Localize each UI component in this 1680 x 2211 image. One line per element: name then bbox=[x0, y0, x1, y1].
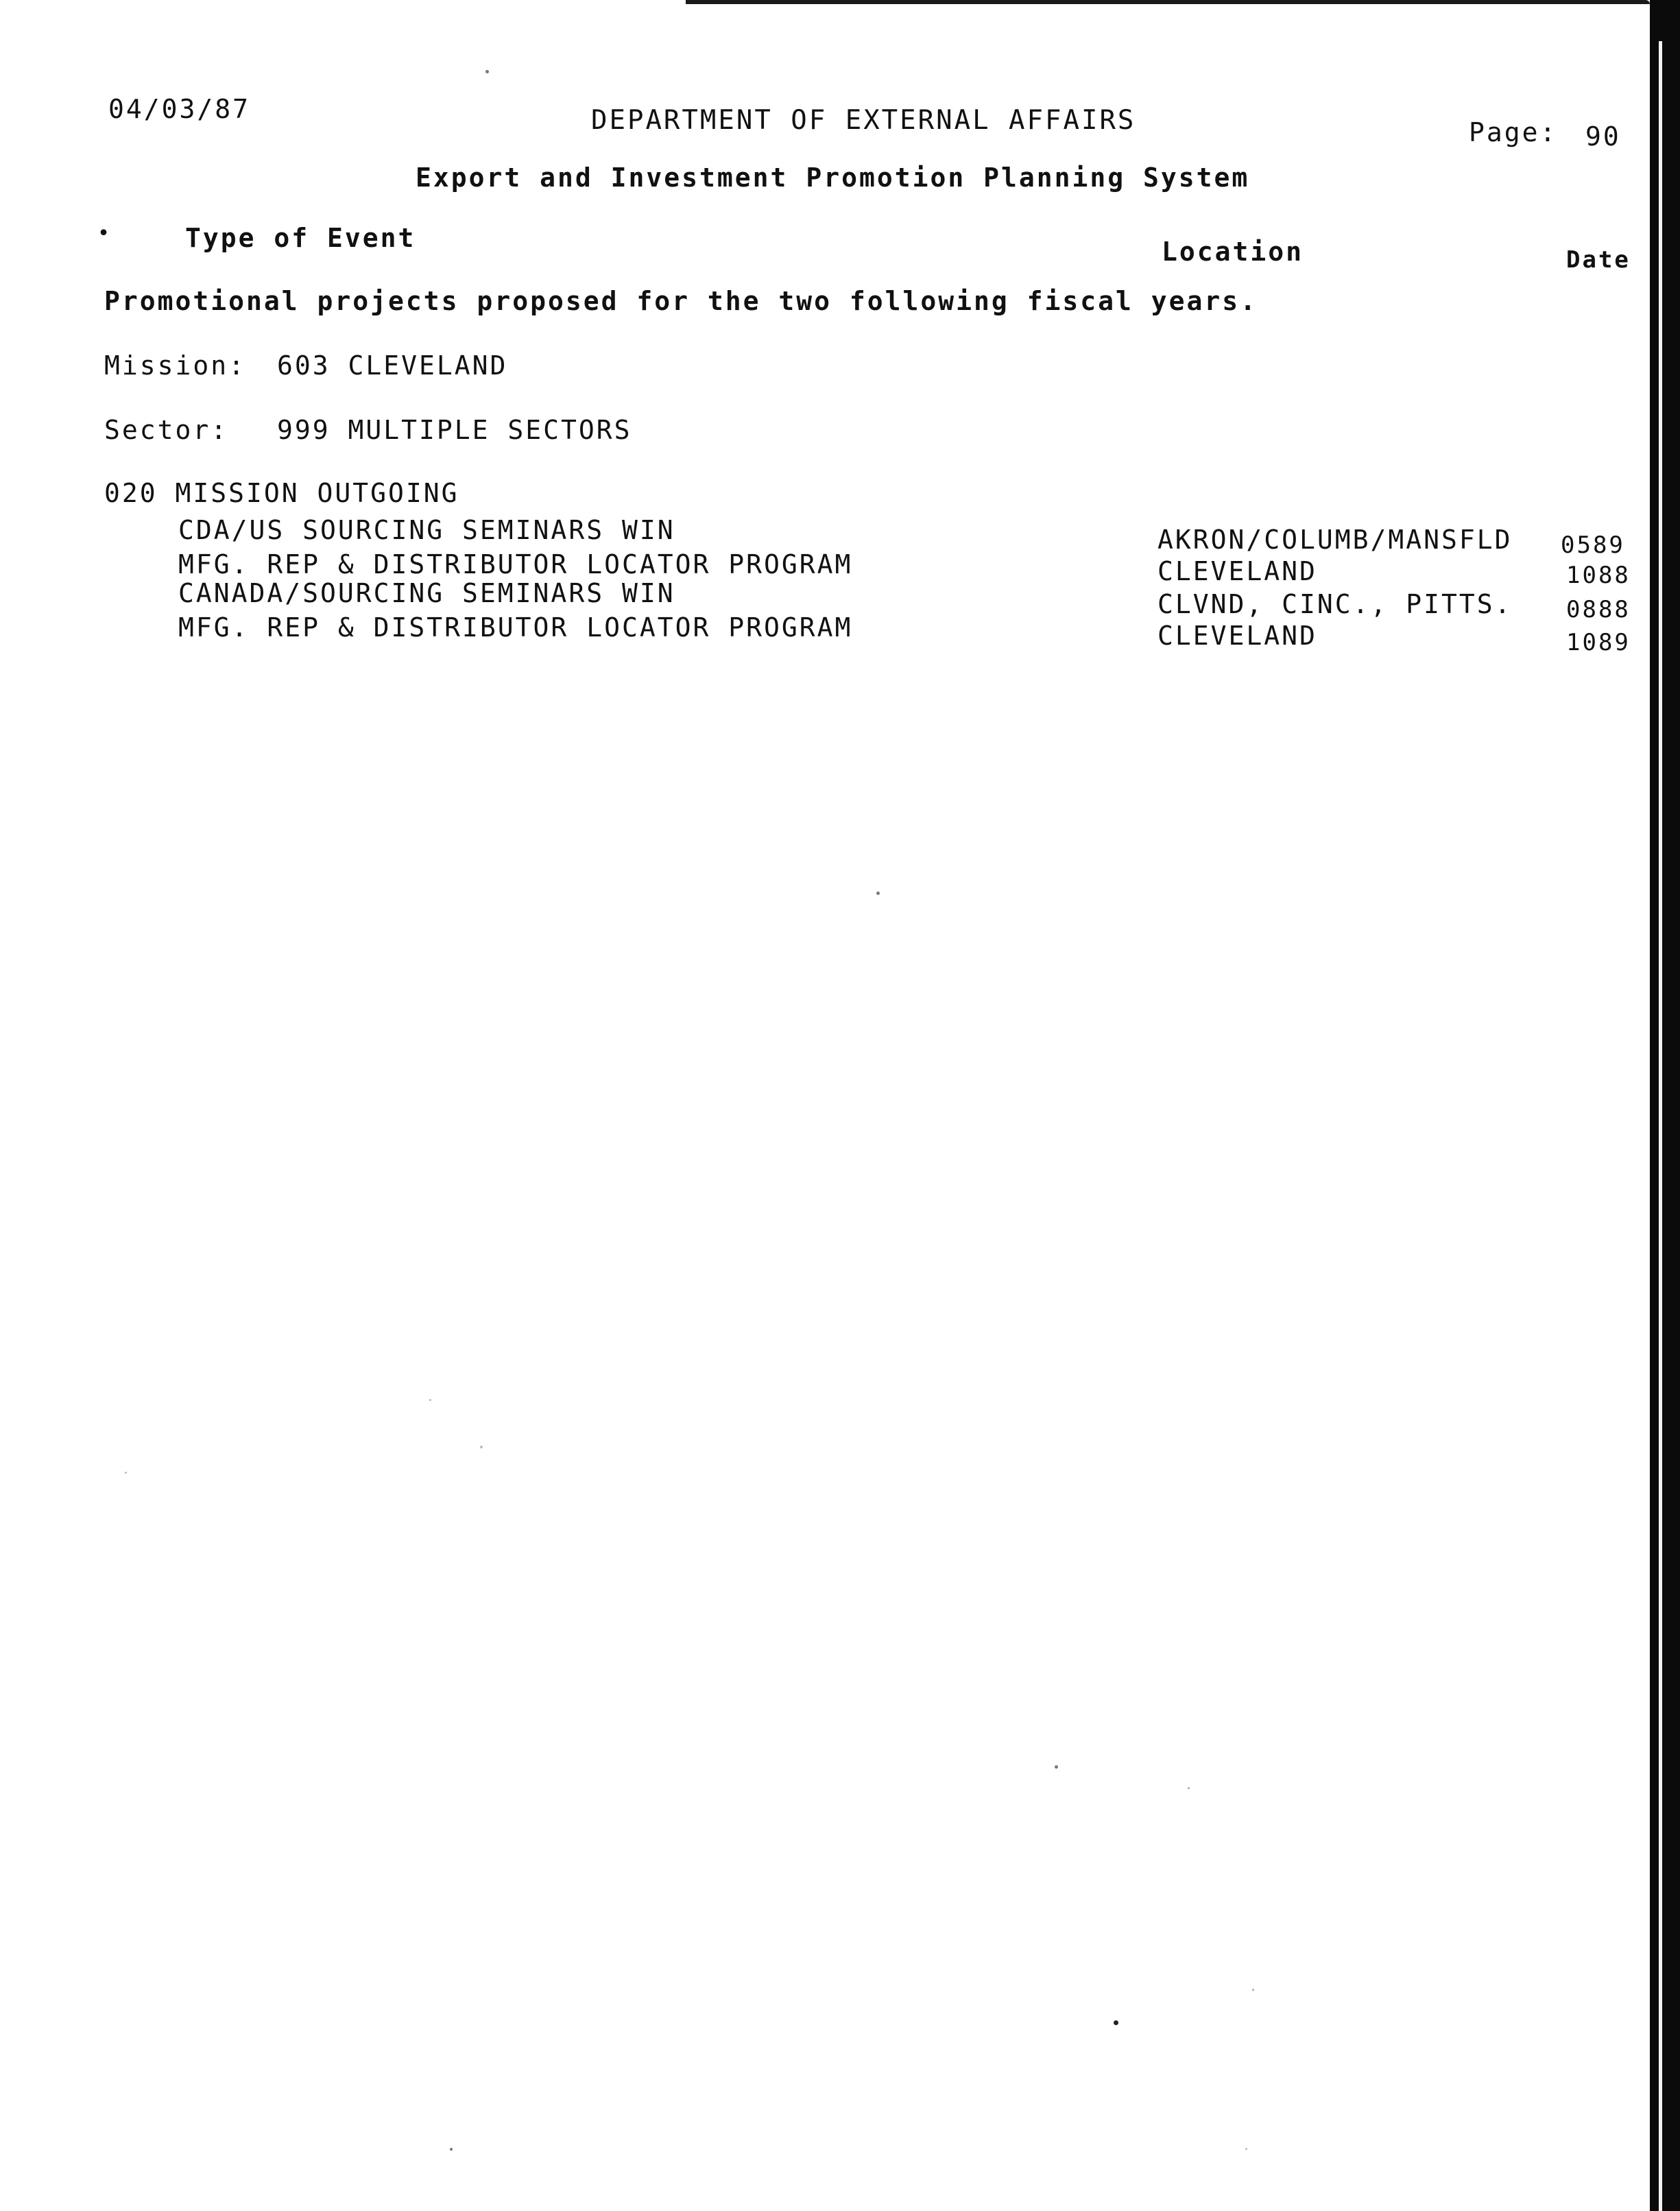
group-heading: 020 MISSION OUTGOING bbox=[104, 478, 459, 508]
column-header-location: Location bbox=[1162, 237, 1304, 267]
scan-speck bbox=[1252, 1989, 1254, 1991]
mission-value: 603 CLEVELAND bbox=[277, 350, 508, 381]
scan-speck bbox=[1188, 1787, 1190, 1789]
event-location: CLEVELAND bbox=[1157, 556, 1317, 586]
department-title: DEPARTMENT OF EXTERNAL AFFAIRS bbox=[591, 105, 1136, 136]
report-date: 04/03/87 bbox=[108, 94, 251, 124]
event-name: CANADA/SOURCING SEMINARS WIN bbox=[178, 578, 675, 608]
event-location: CLEVELAND bbox=[1157, 621, 1317, 651]
sector-value: 999 MULTIPLE SECTORS bbox=[277, 415, 632, 445]
scan-speck bbox=[1245, 2148, 1247, 2150]
scan-speck bbox=[876, 892, 880, 895]
event-name: MFG. REP & DISTRIBUTOR LOCATOR PROGRAM bbox=[178, 612, 853, 643]
scan-top-edge bbox=[686, 0, 1650, 4]
scan-speck bbox=[480, 1446, 483, 1448]
scan-speck bbox=[1055, 1765, 1058, 1769]
event-name: CDA/US SOURCING SEMINARS WIN bbox=[178, 515, 675, 545]
page-number: 90 bbox=[1585, 121, 1621, 152]
event-date: 1088 bbox=[1566, 562, 1631, 589]
column-header-date: Date bbox=[1566, 246, 1631, 274]
scan-speck bbox=[1114, 2020, 1118, 2025]
scan-speck bbox=[429, 1399, 431, 1401]
intro-text: Promotional projects proposed for the two following fiscal years. bbox=[104, 286, 1258, 316]
event-date: 0888 bbox=[1566, 596, 1631, 623]
system-title: Export and Investment Promotion Planning System bbox=[416, 163, 1250, 193]
event-date: 0589 bbox=[1561, 531, 1625, 559]
scan-speck bbox=[450, 2148, 453, 2151]
event-date: 1089 bbox=[1566, 629, 1631, 656]
event-name: MFG. REP & DISTRIBUTOR LOCATOR PROGRAM bbox=[178, 549, 853, 579]
scan-speck bbox=[125, 1472, 127, 1474]
bullet-marker: • bbox=[97, 222, 112, 246]
event-location: AKRON/COLUMB/MANSFLD bbox=[1157, 525, 1513, 555]
scan-speck bbox=[485, 70, 489, 73]
sector-label: Sector: bbox=[104, 415, 229, 445]
scan-binding-edge bbox=[1650, 0, 1680, 2211]
mission-label: Mission: bbox=[104, 350, 247, 381]
scan-binding-gap bbox=[1659, 41, 1662, 2211]
page-label: Page: bbox=[1469, 117, 1558, 147]
column-header-type-of-event: Type of Event bbox=[185, 223, 416, 253]
event-location: CLVND, CINC., PITTS. bbox=[1157, 589, 1513, 619]
